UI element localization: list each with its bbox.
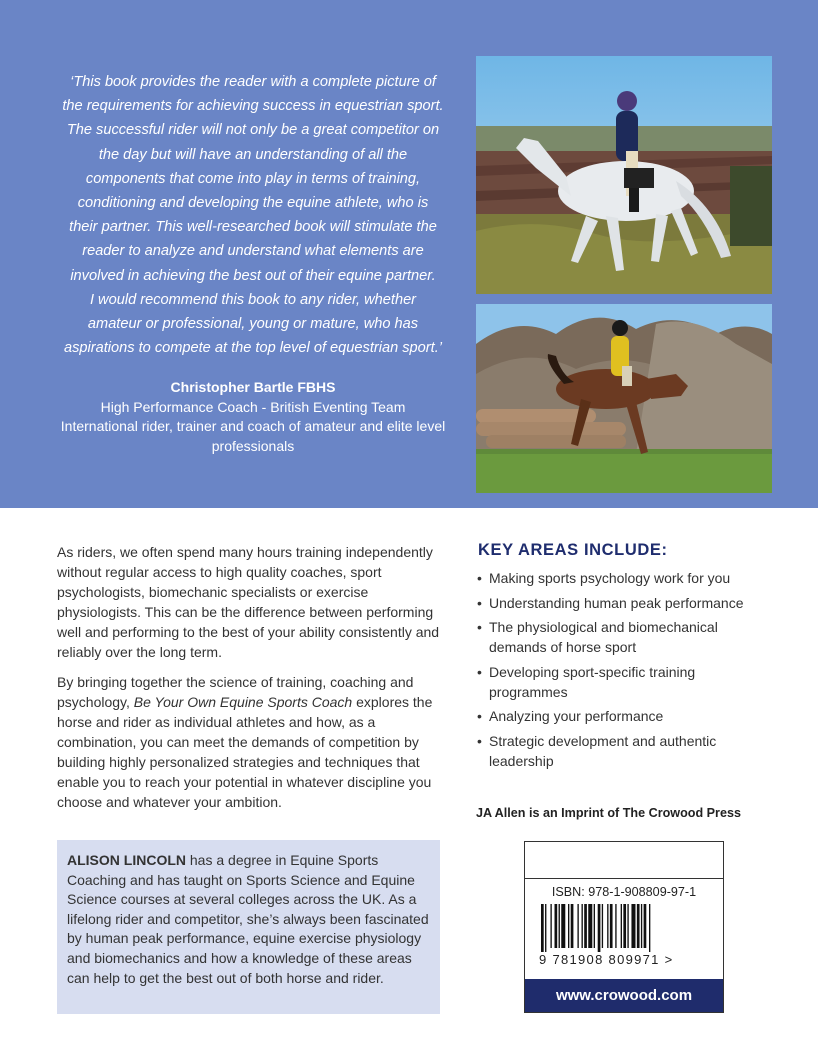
- quote-line: conditioning and developing the equine athlete, who is: [77, 195, 429, 212]
- description: [57, 542, 441, 822]
- author-bio: [57, 840, 440, 988]
- list-item: [476, 617, 776, 657]
- quote-line: amateur or professional, young or mature, who has: [87, 316, 419, 333]
- key-areas: [476, 541, 776, 775]
- list-item-text: The physiological and biomechanical demands of horse sport: [489, 619, 718, 655]
- author-name: ALISON LINCOLN: [67, 852, 186, 868]
- description-paragraph-2: [57, 672, 441, 812]
- barcode-box: [524, 841, 724, 1013]
- list-item: [476, 568, 776, 588]
- list-item-text: Understanding human peak performance: [489, 594, 744, 611]
- isbn: ISBN: 978-1-908809-97-1: [551, 885, 697, 899]
- list-item-text: Developing sport-specific training programmes: [489, 663, 696, 700]
- list-item-text: Making sports psychology work for you: [489, 570, 731, 586]
- photo-bay-horse-jump: [476, 304, 772, 493]
- bullet-icon: •: [477, 708, 482, 724]
- quote-attribution: [58, 378, 448, 456]
- website-link[interactable]: www.crowood.com: [525, 979, 723, 1012]
- quote-line: involved in achieving the best out of their equine partner.: [70, 267, 436, 284]
- bullet-icon: •: [477, 619, 482, 635]
- quote-line: The successful rider will not only be a great competitor on: [66, 122, 440, 139]
- author-bio-text: has a degree in Equine Sports Coaching and has taught on Sports Science and Equine Science courses at several colleges across the UK. As a lifelong rider and competitor, she’s always been fascinated by human peak performance, equine exercise physiology and biomechanics and how a knowledge of these areas can help to get the best out of both horse and rider.: [67, 852, 429, 986]
- quote-line: components that come into play in terms of training,: [85, 170, 421, 187]
- list-item-text: Analyzing your performance: [489, 708, 664, 724]
- author-bio-box: [57, 840, 440, 1014]
- price-box: [525, 842, 723, 879]
- bullet-icon: •: [477, 570, 482, 586]
- description-paragraph-1: As riders, we often spend many hours training independently without regular access to high quality coaches, sport psychologists, biomechanic specialists or exercise physiologists. This can be the difference between performing well and performing to the best of your ability consistently and reliably over the long term.: [57, 544, 440, 660]
- photo-grey-horse-gallop: [476, 56, 772, 294]
- barcode-digits: 9 781908 809971 >: [539, 952, 674, 967]
- bullet-icon: •: [477, 663, 482, 680]
- paragraph-text: explores the horse and rider as individual athletes and how, as a combination, you can meet the demands of competition by building highly personalized strategies and techniques that enable you to reach your potential in whatever discipline you choose and whatever your ambition.: [57, 694, 433, 810]
- bullet-icon: •: [477, 732, 482, 749]
- publisher-imprint: JA Allen is an Imprint of The Crowood Press: [476, 806, 741, 820]
- quote-line: ‘This book provides the reader with a complete picture of: [70, 74, 436, 90]
- endorsement-quote: [58, 70, 448, 360]
- quote-line: aspirations to compete at the top level of equestrian sport.’: [63, 340, 443, 357]
- quote-author: Christopher Bartle FBHS: [170, 379, 336, 395]
- quote-line: the requirements for achieving success in equestrian sport.: [62, 98, 444, 115]
- list-item: [476, 662, 776, 702]
- bullet-icon: •: [477, 594, 482, 611]
- list-item: [476, 593, 776, 613]
- quote-line: the day but will have an understanding of all the: [98, 146, 408, 163]
- key-areas-title: KEY AREAS INCLUDE:: [478, 541, 668, 559]
- quote-line: their partner. This well-researched book will stimulate the: [69, 219, 437, 236]
- list-item: [476, 731, 776, 771]
- quote-author-role-2: International rider, trainer and coach of amateur and elite level professionals: [60, 418, 446, 454]
- quote-line: I would recommend this book to any rider, whether: [89, 291, 417, 308]
- barcode-icon: [541, 904, 709, 952]
- list-item: [476, 706, 776, 726]
- quote-author-role: High Performance Coach - British Eventing Team: [100, 398, 406, 415]
- book-title: Be Your Own Equine Sports Coach: [133, 694, 353, 710]
- quote-line: reader to analyze and understand what elements are: [82, 243, 424, 260]
- paragraph-text: By bringing together the science of training, coaching and psychology,: [57, 674, 414, 710]
- key-areas-list: [476, 568, 776, 771]
- list-item-text: Strategic development and authentic leadership: [489, 732, 717, 769]
